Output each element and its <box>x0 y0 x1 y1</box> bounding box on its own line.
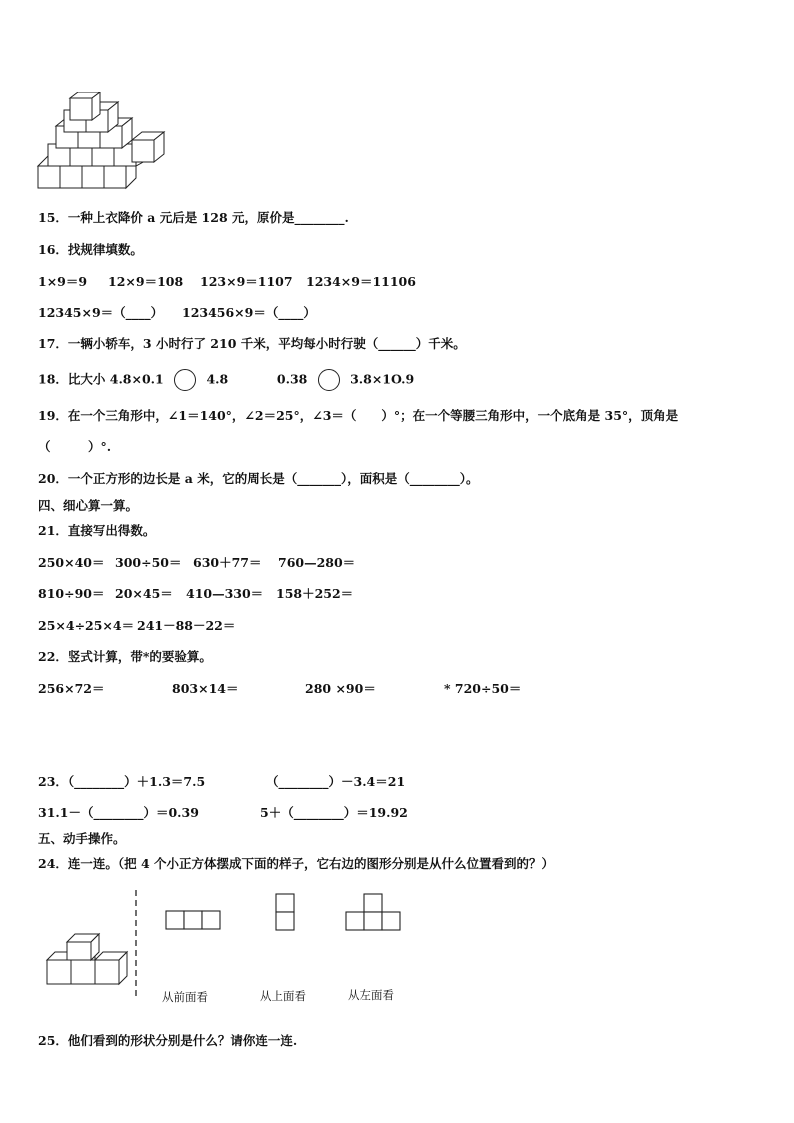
dashed-divider <box>134 890 138 1000</box>
question-16-title: 16．找规律填数。 <box>38 242 143 257</box>
calc-item: 250×40＝ <box>38 555 105 570</box>
calc-item: 630＋77＝ <box>193 555 262 570</box>
cube-solid-figure <box>45 932 129 996</box>
calc-item: 25×4÷25×4＝ <box>38 618 135 633</box>
pattern-item: 12×9＝108 <box>108 274 184 289</box>
cube-stack-figure <box>36 92 166 192</box>
view-shape-t-shape <box>345 893 401 931</box>
view-label-front: 从前面看 <box>162 990 208 1004</box>
question-24-title: 24．连一连。（把 4 个小正方体摆成下面的样子，它右边的图形分别是从什么位置看到的？） <box>38 856 555 871</box>
vertical-calc-item: 803×14＝ <box>172 681 239 696</box>
question-25: 25．他们看到的形状分别是什么？请你连一连. <box>38 1033 298 1048</box>
equation-blank: 5＋（________）＝19.92 <box>260 805 408 820</box>
pattern-blank: 12345×9＝（____） <box>38 305 164 320</box>
calc-item: 410—330＝ <box>186 586 264 601</box>
view-label-left: 从左面看 <box>348 988 394 1002</box>
calc-item: 300÷50＝ <box>115 555 182 570</box>
pattern-blank: 123456×9＝（____） <box>182 305 316 320</box>
calc-item: 20×45＝ <box>115 586 173 601</box>
equation-blank: （________）－3.4＝21 <box>266 774 406 789</box>
view-shape-two-stacked <box>275 893 295 931</box>
view-shape-three-in-row <box>165 910 221 930</box>
question-15: 15．一种上衣降价 a 元后是 128 元，原价是________. <box>38 210 349 225</box>
calc-item: 760—280＝ <box>278 555 356 570</box>
question-21-title: 21．直接写出得数。 <box>38 523 156 538</box>
calc-item: 810÷90＝ <box>38 586 105 601</box>
compare-a-right: 4.8 <box>206 371 229 387</box>
equation-blank: 23．（________）＋1.3＝7.5 <box>38 774 206 789</box>
equation-blank: 31.1－（________）＝0.39 <box>38 805 199 820</box>
vertical-calc-item: * 720÷50＝ <box>444 681 522 696</box>
question-22-title: 22．竖式计算，带*的要验算。 <box>38 649 212 664</box>
section-4-heading: 四、细心算一算。 <box>38 498 139 513</box>
question-19-line1: 19．在一个三角形中，∠1＝140°，∠2＝25°，∠3＝（ ）°；在一个等腰三角形中，一个底角是 35°，顶角是 <box>38 408 679 423</box>
compare-a-left: 18．比大小 4.8×0.1 <box>38 371 164 387</box>
calc-item: 158＋252＝ <box>276 586 354 601</box>
pattern-item: 1×9＝9 <box>38 274 88 289</box>
question-18 <box>38 369 414 391</box>
compare-b-right: 3.8×1O.9 <box>350 371 415 387</box>
compare-circle-a[interactable] <box>174 369 196 391</box>
section-5-heading: 五、动手操作。 <box>38 831 126 846</box>
view-label-top: 从上面看 <box>260 989 306 1003</box>
question-19-line2: （ ）°. <box>38 439 112 454</box>
question-20: 20．一个正方形的边长是 a 米，它的周长是（_______），面积是（________）。 <box>38 471 479 486</box>
compare-b-left: 0.38 <box>276 371 308 387</box>
pattern-item: 123×9＝1107 <box>200 274 293 289</box>
vertical-calc-item: 256×72＝ <box>38 681 105 696</box>
vertical-calc-item: 280 ×90＝ <box>305 681 376 696</box>
question-17: 17．一辆小轿车，3 小时行了 210 千米，平均每小时行驶（______）千米。 <box>38 336 466 351</box>
compare-circle-b[interactable] <box>318 369 340 391</box>
pattern-item: 1234×9＝11106 <box>306 274 416 289</box>
calc-item: 241－88－22＝ <box>137 618 236 633</box>
